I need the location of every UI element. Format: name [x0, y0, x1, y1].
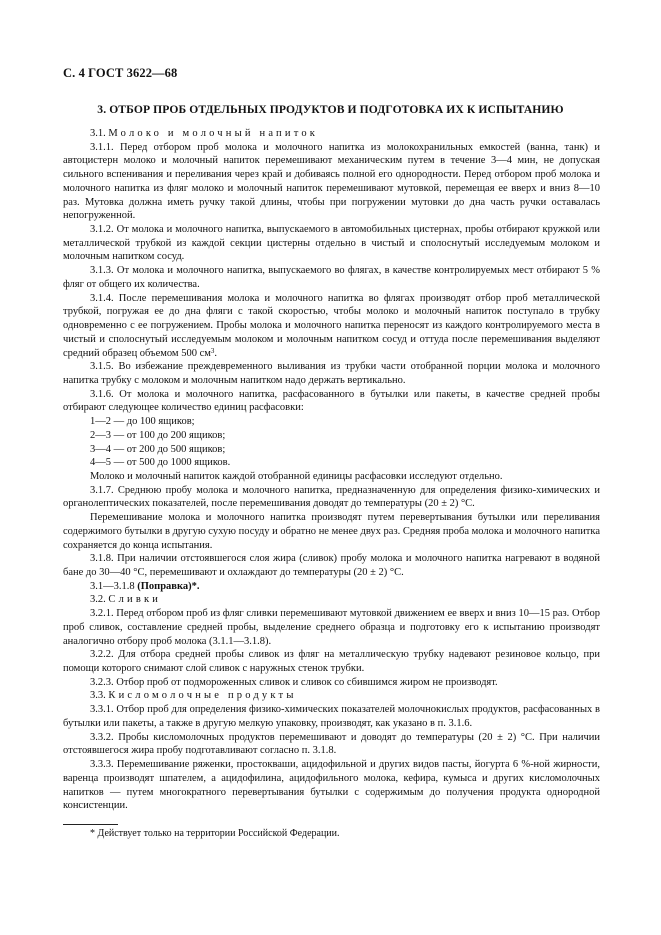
list-item: 1—2 — до 100 ящиков;	[90, 416, 195, 428]
paragraph-3-1-6: 3.1.6. От молока и молочного напитка, расфасованного в бутылки или пакеты, в качестве средней пробы отбирают следующее количество единиц расфасовки:	[63, 388, 600, 414]
paragraph-3-1-7-continued: Перемешивание молока и молочного напитка производят путем перевертывания бутылки или переливания содержимого бутылки в другую сухую посуду и обратно не менее двух раз. Средняя проба молока и молочного напитка сохраняется до конца испытания.	[63, 512, 600, 551]
paragraph-list-note: Молоко и молочный напиток каждой отобранной единицы расфасовки исследуют отдельно.	[90, 470, 503, 482]
paragraph-3-1-7: 3.1.7. Среднюю пробу молока и молочного напитка, предназначенную для определения физико-химических и органолептических показателей, после перемешивания доводят до температуры (20 ± 2) °С.	[63, 484, 600, 510]
paragraph-3-1-8: 3.1.8. При наличии отстоявшегося слоя жира (сливок) пробу молока и молочного напитка нагревают в водяной бане до 30—40 °С, перемешивают и охлаждают до температуры (20 ± 2) °С.	[63, 553, 600, 578]
paragraph-3-1-4: 3.1.4. После перемешивания молока и молочного напитка во флягах производят отбор проб металлической трубкой, погружая ее до дна фляги с такой скоростью, чтобы молоко и молочный напиток поступало в трубку одновременно с ее погружением. Пробы молока и молочного напитка переносят из каждого контролируемого места в чистый и сполоснутый исследуемым молоком и молочным напитком сосуд и оттуда после перемешивания выделяют средний образец объемом 500 $см^3$.	[63, 292, 600, 359]
subsection-heading-milk: 3.1. Молоко и молочный напиток	[90, 128, 319, 139]
paragraph-3-2-1: 3.2.1. Перед отбором проб из фляг сливки перемешивают мутовкой движением ее вверх и вниз 10—15 раз. Отбор проб сливок, составление средней пробы, выделение среднего образца и подготовку его к испытанию производят аналогично отбору проб молока (3.1.1—3.1.8).	[63, 608, 600, 647]
list-item: 3—4 — от 200 до 500 ящиков;	[90, 443, 226, 455]
section-title: 3. ОТБОР ПРОБ ОТДЕЛЬНЫХ ПРОДУКТОВ И ПОДГОТОВКА ИХ К ИСПЫТАНИЮ	[97, 103, 564, 116]
paragraph-3-3-2: 3.3.2. Пробы кисломолочных продуктов перемешивают и доводят до температуры (20 ± 2) °С. При наличии отстоявшегося жира пробу подготавливают согласно п. 3.1.8.	[63, 731, 600, 757]
subsection-heading-cream: 3.2. Сливки	[90, 594, 162, 606]
subsection-heading-fermented: 3.3. Кисломолочные продукты	[90, 690, 297, 702]
paragraph-3-3-1: 3.3.1. Отбор проб для определения физико-химических показателей молочнокислых продуктов, расфасованных в бутылки или пакеты, а также в другую мелкую упаковку, производят, как указано в п. 3.1.6.	[63, 704, 600, 729]
list-item: 2—3 — от 100 до 200 ящиков;	[90, 429, 226, 441]
paragraph-3-1-2: 3.1.2. От молока и молочного напитка, выпускаемого в автомобильных цистернах, пробы отбирают кружкой или металлической трубкой из каждой секции цистерны отдельно в чистый и сполоснутый исследуемым молоком и молочным напитком сосуд.	[63, 224, 600, 263]
paragraph-3-1-1: 3.1.1. Перед отбором проб молока и молочного напитка из молокохранильных емкостей (ванна, танк) и автоцистерн молоко и молочный напиток перемешивают механическим путем в течение 3—4 мин, не допуская сильного вспенивания и переливания через край и добиваясь полной его однородности. Перед отбором проб молока и молочного напитка из фляг молоко и молочный напиток перемешивают мутовкой, перемещая ее вверх и вниз 8—10 раз. Мутовка должна иметь ручку такой длины, чтобы при погружении мутовки до дна часть ручки оставалась непогруженной.	[63, 141, 600, 222]
footnote-divider	[63, 824, 118, 825]
document-body	[63, 127, 600, 813]
list-item: 4—5 — от 500 до 1000 ящиков.	[90, 457, 231, 469]
footnote: * Действует только на территории Российской Федерации.	[90, 828, 340, 839]
paragraph-3-2-3: 3.2.3. Отбор проб от подмороженных сливок и сливок со сбившимся жиром не производят.	[90, 676, 498, 688]
paragraph-3-3-3: 3.3.3. Перемешивание ряженки, простокваши, ацидофильной и других видов пасты, йогурта 6 %-ной жирности, варенца производят шпателем, а ацидофилина, ацидофильного молока, кефира, кумыса и других кисломолочных напитков — путем многократного перевертывания бутылки с содержимым до получения продукта однородной консистенции.	[63, 759, 600, 812]
paragraph-3-1-3: 3.1.3. От молока и молочного напитка, выпускаемого во флягах, в качестве контролируемых мест отбирают 5 % фляг от общего их количества.	[63, 265, 600, 290]
amendment-note: 3.1—3.1.8 (Поправка)*.	[90, 580, 200, 592]
paragraph-3-1-5: 3.1.5. Во избежание преждевременного выливания из трубки части отобранной порции молока и молочного напитка трубку с молоком и молочным напитком надо держать вертикально.	[63, 361, 600, 386]
paragraph-3-2-2: 3.2.2. Для отбора средней пробы сливок из фляг на металлическую трубку надевают резиновое кольцо, при помощи которого снимают слой сливок с наружных стенок трубки.	[63, 649, 600, 675]
page-header: С. 4 ГОСТ 3622—68	[63, 66, 178, 80]
